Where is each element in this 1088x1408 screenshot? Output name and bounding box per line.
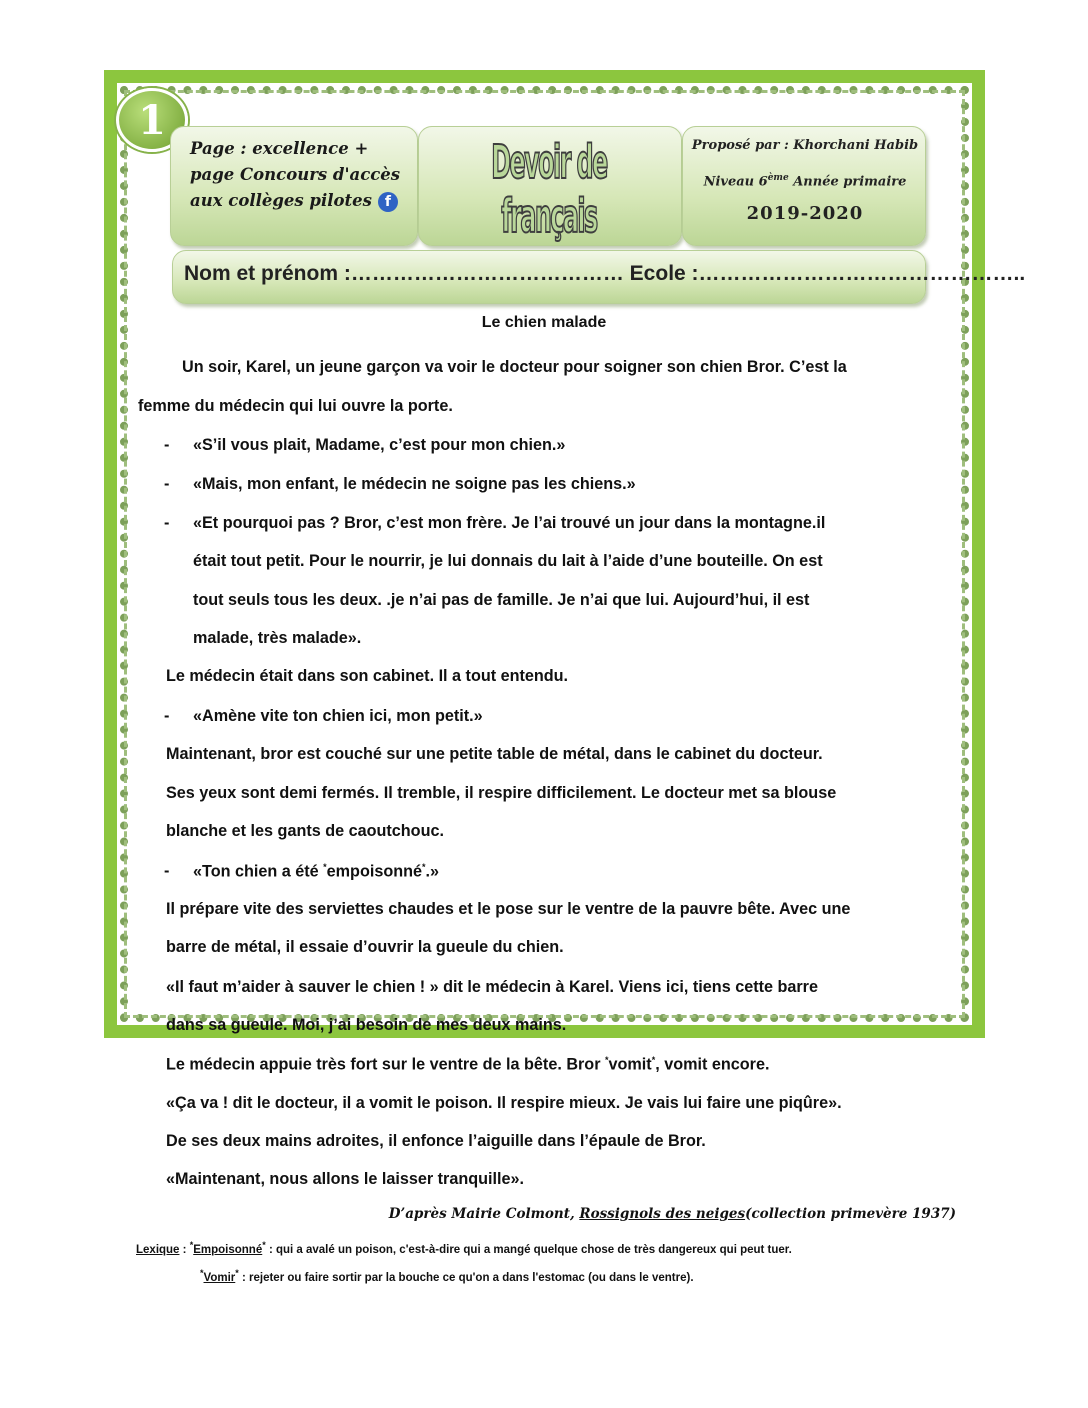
text-line: dans sa gueule. Moi, j’ai besoin de mes deux mains. [166,1016,567,1034]
text-line: femme du médecin qui lui ouvre la porte. [138,397,453,415]
source-citation: D’après Mairie Colmont, Rossignols des neiges(collection primevère 1937) [388,1206,956,1222]
page-info-line: Page : excellence + [190,139,369,158]
dialogue-dash: - [164,862,170,880]
text-line: malade, très malade». [193,629,362,647]
text-line: «Ton chien a été *empoisonné*.» [193,862,440,881]
document-title: Devoir de français [491,136,607,244]
text-line: blanche et les gants de caoutchouc. [166,822,444,840]
text-line: Ses yeux sont demi fermés. Il tremble, il respire difficilement. Le docteur met sa blouse [166,784,837,802]
page-info-line: page Concours d'accès [190,165,401,184]
page-info-line: aux collèges pilotes f [190,188,410,214]
lexique-word: Vomir [203,1271,236,1284]
text-title: Le chien malade [481,314,607,331]
facebook-icon[interactable]: f [378,192,398,212]
text-line: «Mais, mon enfant, le médecin ne soigne pas les chiens.» [193,475,636,493]
text-line: barre de métal, il essaie d’ouvrir la gueule du chien. [166,938,564,956]
name-school-field[interactable]: Nom et prénom :………………………………… Ecole :……………………………………….. [184,262,1026,285]
text-line: était tout petit. Pour le nourrir, je lui donnais du lait à l’aide d’une bouteille. On est [193,552,823,570]
text-line: «Amène vite ton chien ici, mon petit.» [193,707,483,725]
lexique-word: Empoisonné [193,1243,263,1256]
lexique-label: Lexique [136,1243,180,1256]
badge-number: 1 [138,96,166,144]
text-line: «S’il vous plait, Madame, c’est pour mon chien.» [193,436,566,454]
text-line: Le médecin appuie très fort sur le ventre de la bête. Bror *vomit*, vomit encore. [166,1055,770,1074]
proposed-by: Proposé par : Khorchani Habib [691,138,919,153]
text-line: Un soir, Karel, un jeune garçon va voir le docteur pour soigner son chien Bror. C’est la [182,358,847,376]
dialogue-dash: - [164,707,170,725]
text-line: «Et pourquoi pas ? Bror, c’est mon frère. Je l’ai trouvé un jour dans la montagne.il [193,514,826,532]
page-info [190,136,410,214]
text-line: Le médecin était dans son cabinet. Il a tout entendu. [166,667,569,685]
text-line: Maintenant, bror est couché sur une petite table de métal, dans le cabinet du docteur. [166,745,823,763]
dialogue-dash: - [164,436,170,454]
level: Niveau 6ème Année primaire [703,173,907,190]
text-line: tout seuls tous les deux. .je n’ai pas de famille. Je n’ai que lui. Aujourd’hui, il est [193,591,810,609]
school-year: 2019-2020 [746,203,864,225]
dialogue-dash: - [164,514,170,532]
lexique-entry: Lexique : *Empoisonné* : qui a avalé un poison, c'est-à-dire qui a mangé quelque chose de très dangereux qui peut tuer. [136,1240,792,1256]
dialogue-dash: - [164,475,170,493]
text-line: «Ça va ! dit le docteur, il a vomit le poison. Il respire mieux. Je vais lui faire une piqûre». [166,1094,842,1112]
text-line: «Maintenant, nous allons le laisser tranquille». [166,1170,525,1188]
book-title: Rossignols des neiges [579,1206,746,1222]
text-line: Il prépare vite des serviettes chaudes et le pose sur le ventre de la pauvre bête. Avec une [166,900,851,918]
text-line: De ses deux mains adroites, il enfonce l’aiguille dans l’épaule de Bror. [166,1132,706,1150]
lexique-entry: *Vomir* : rejeter ou faire sortir par la bouche ce qu'on a dans l'estomac (ou dans le ventre). [200,1268,694,1284]
author-info [690,134,920,224]
text-line: «Il faut m’aider à sauver le chien ! » dit le médecin à Karel. Viens ici, tiens cette barre [166,978,818,996]
